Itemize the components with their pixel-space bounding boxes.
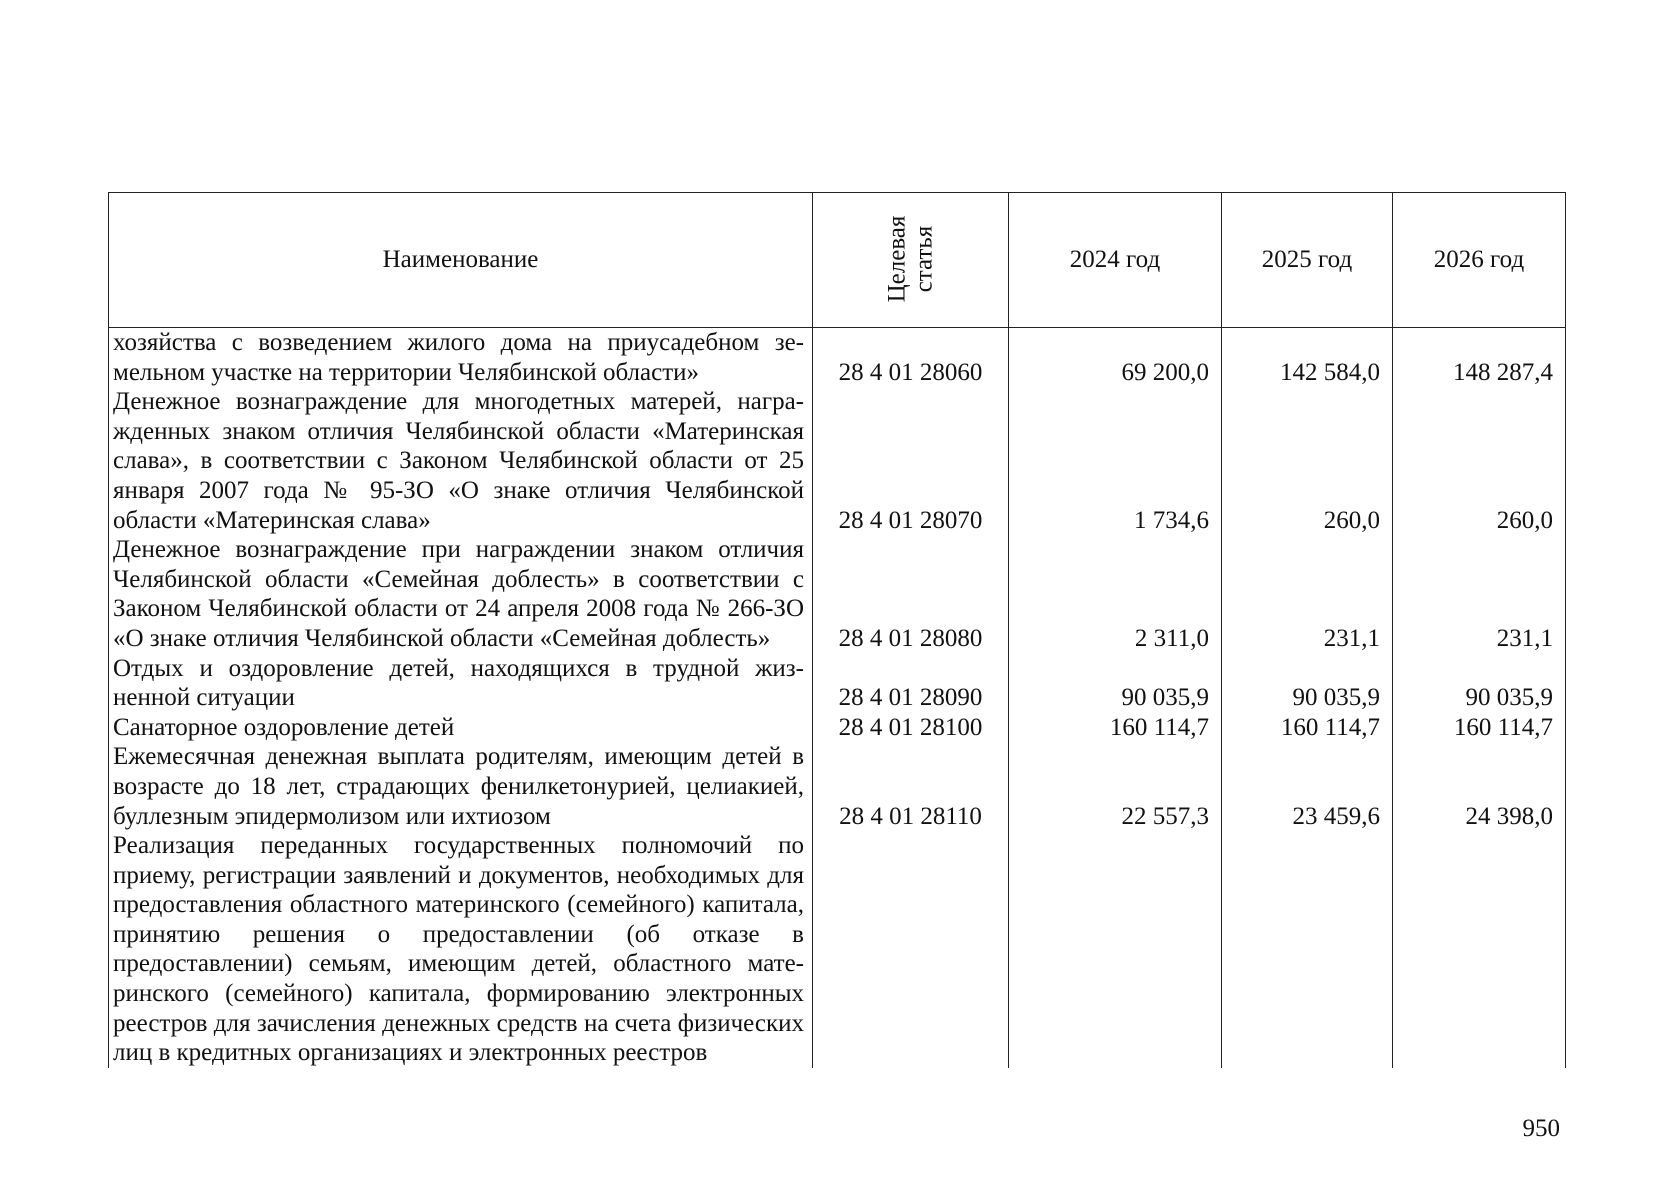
row-value-2025: 260,0 [1222,387,1393,535]
table-row [109,831,1566,1068]
row-value-2024: 90 035,9 [1009,654,1222,713]
row-name: Денежное вознаграждение для многодетных матерей, награжденных знаком отличия Челябинской области «Материнская слава», в соответствии с Законом Челябинской области от 25 января 2007 года № 95-ЗО «О знаке отличия Челябинской области «Материнская слава» [109,387,813,535]
table-row [109,742,1566,831]
row-code: 28 4 01 28090 [813,654,1009,713]
header-code [813,193,1009,328]
row-name: Реализация переданных государственных полномочий по приему, регистрации заявлений и документов, необходимых для предоставления областного материнского (семейного) капитала, принятию решения о предоставлении (об отказе в предоставлении) семьям, имеющим детей, областного материнского (семейного) капитала, формированию электронных реестров для зачисления денежных средств на счета физических лиц в кредитных организациях и электронных реестров [109,831,813,1068]
row-value-2026 [1393,831,1566,1068]
row-value-2026: 260,0 [1393,387,1566,535]
row-code: 28 4 01 28070 [813,387,1009,535]
row-name: Санаторное оздоровление детей [109,713,813,743]
page-number: 950 [1522,1115,1560,1142]
row-value-2024: 1 734,6 [1009,387,1222,535]
row-value-2024 [1009,831,1222,1068]
row-value-2026: 24 398,0 [1393,742,1566,831]
row-value-2025: 23 459,6 [1222,742,1393,831]
table-row [109,535,1566,653]
table-row [109,713,1566,743]
row-value-2025: 231,1 [1222,535,1393,653]
header-name: Наименование [109,193,813,328]
budget-table [108,192,1566,1068]
row-code: 28 4 01 28060 [813,328,1009,388]
row-code: 28 4 01 28080 [813,535,1009,653]
header-code-line1: Целевая [883,215,911,303]
row-name: Отдых и оздоровление детей, находящихся в трудной жизненной ситуации [109,654,813,713]
row-value-2026: 148 287,4 [1393,328,1566,388]
row-code: 28 4 01 28110 [813,742,1009,831]
header-year-2025: 2025 год [1222,193,1393,328]
row-value-2025 [1222,831,1393,1068]
row-value-2026: 90 035,9 [1393,654,1566,713]
row-value-2024: 2 311,0 [1009,535,1222,653]
row-code [813,831,1009,1068]
row-name: хозяйства с возведением жилого дома на приусадебном земельном участке на территории Челябинской области» [109,328,813,388]
header-code-line2: статья [910,225,938,293]
header-year-2024: 2024 год [1009,193,1222,328]
table-row [109,328,1566,388]
table-row [109,654,1566,713]
row-value-2025: 142 584,0 [1222,328,1393,388]
table-row [109,387,1566,535]
row-value-2024: 69 200,0 [1009,328,1222,388]
row-value-2024: 22 557,3 [1009,742,1222,831]
row-value-2026: 231,1 [1393,535,1566,653]
row-name: Ежемесячная денежная выплата родителям, имеющим детей в возрасте до 18 лет, страдающих фенилкетонурией, целиакией, буллезным эпидермолизом или ихтиозом [109,742,813,831]
row-value-2024: 160 114,7 [1009,713,1222,743]
row-value-2025: 90 035,9 [1222,654,1393,713]
row-name: Денежное вознаграждение при награждении знаком отличия Челябинской области «Семейная доблесть» в соответствии с Законом Челябинской области от 24 апреля 2008 года № 266-ЗО «О знаке отличия Челябинской области «Семейная доблесть» [109,535,813,653]
header-code-label [883,216,937,303]
row-value-2025: 160 114,7 [1222,713,1393,743]
row-value-2026: 160 114,7 [1393,713,1566,743]
row-code: 28 4 01 28100 [813,713,1009,743]
table-header-row [109,193,1566,328]
header-year-2026: 2026 год [1393,193,1566,328]
